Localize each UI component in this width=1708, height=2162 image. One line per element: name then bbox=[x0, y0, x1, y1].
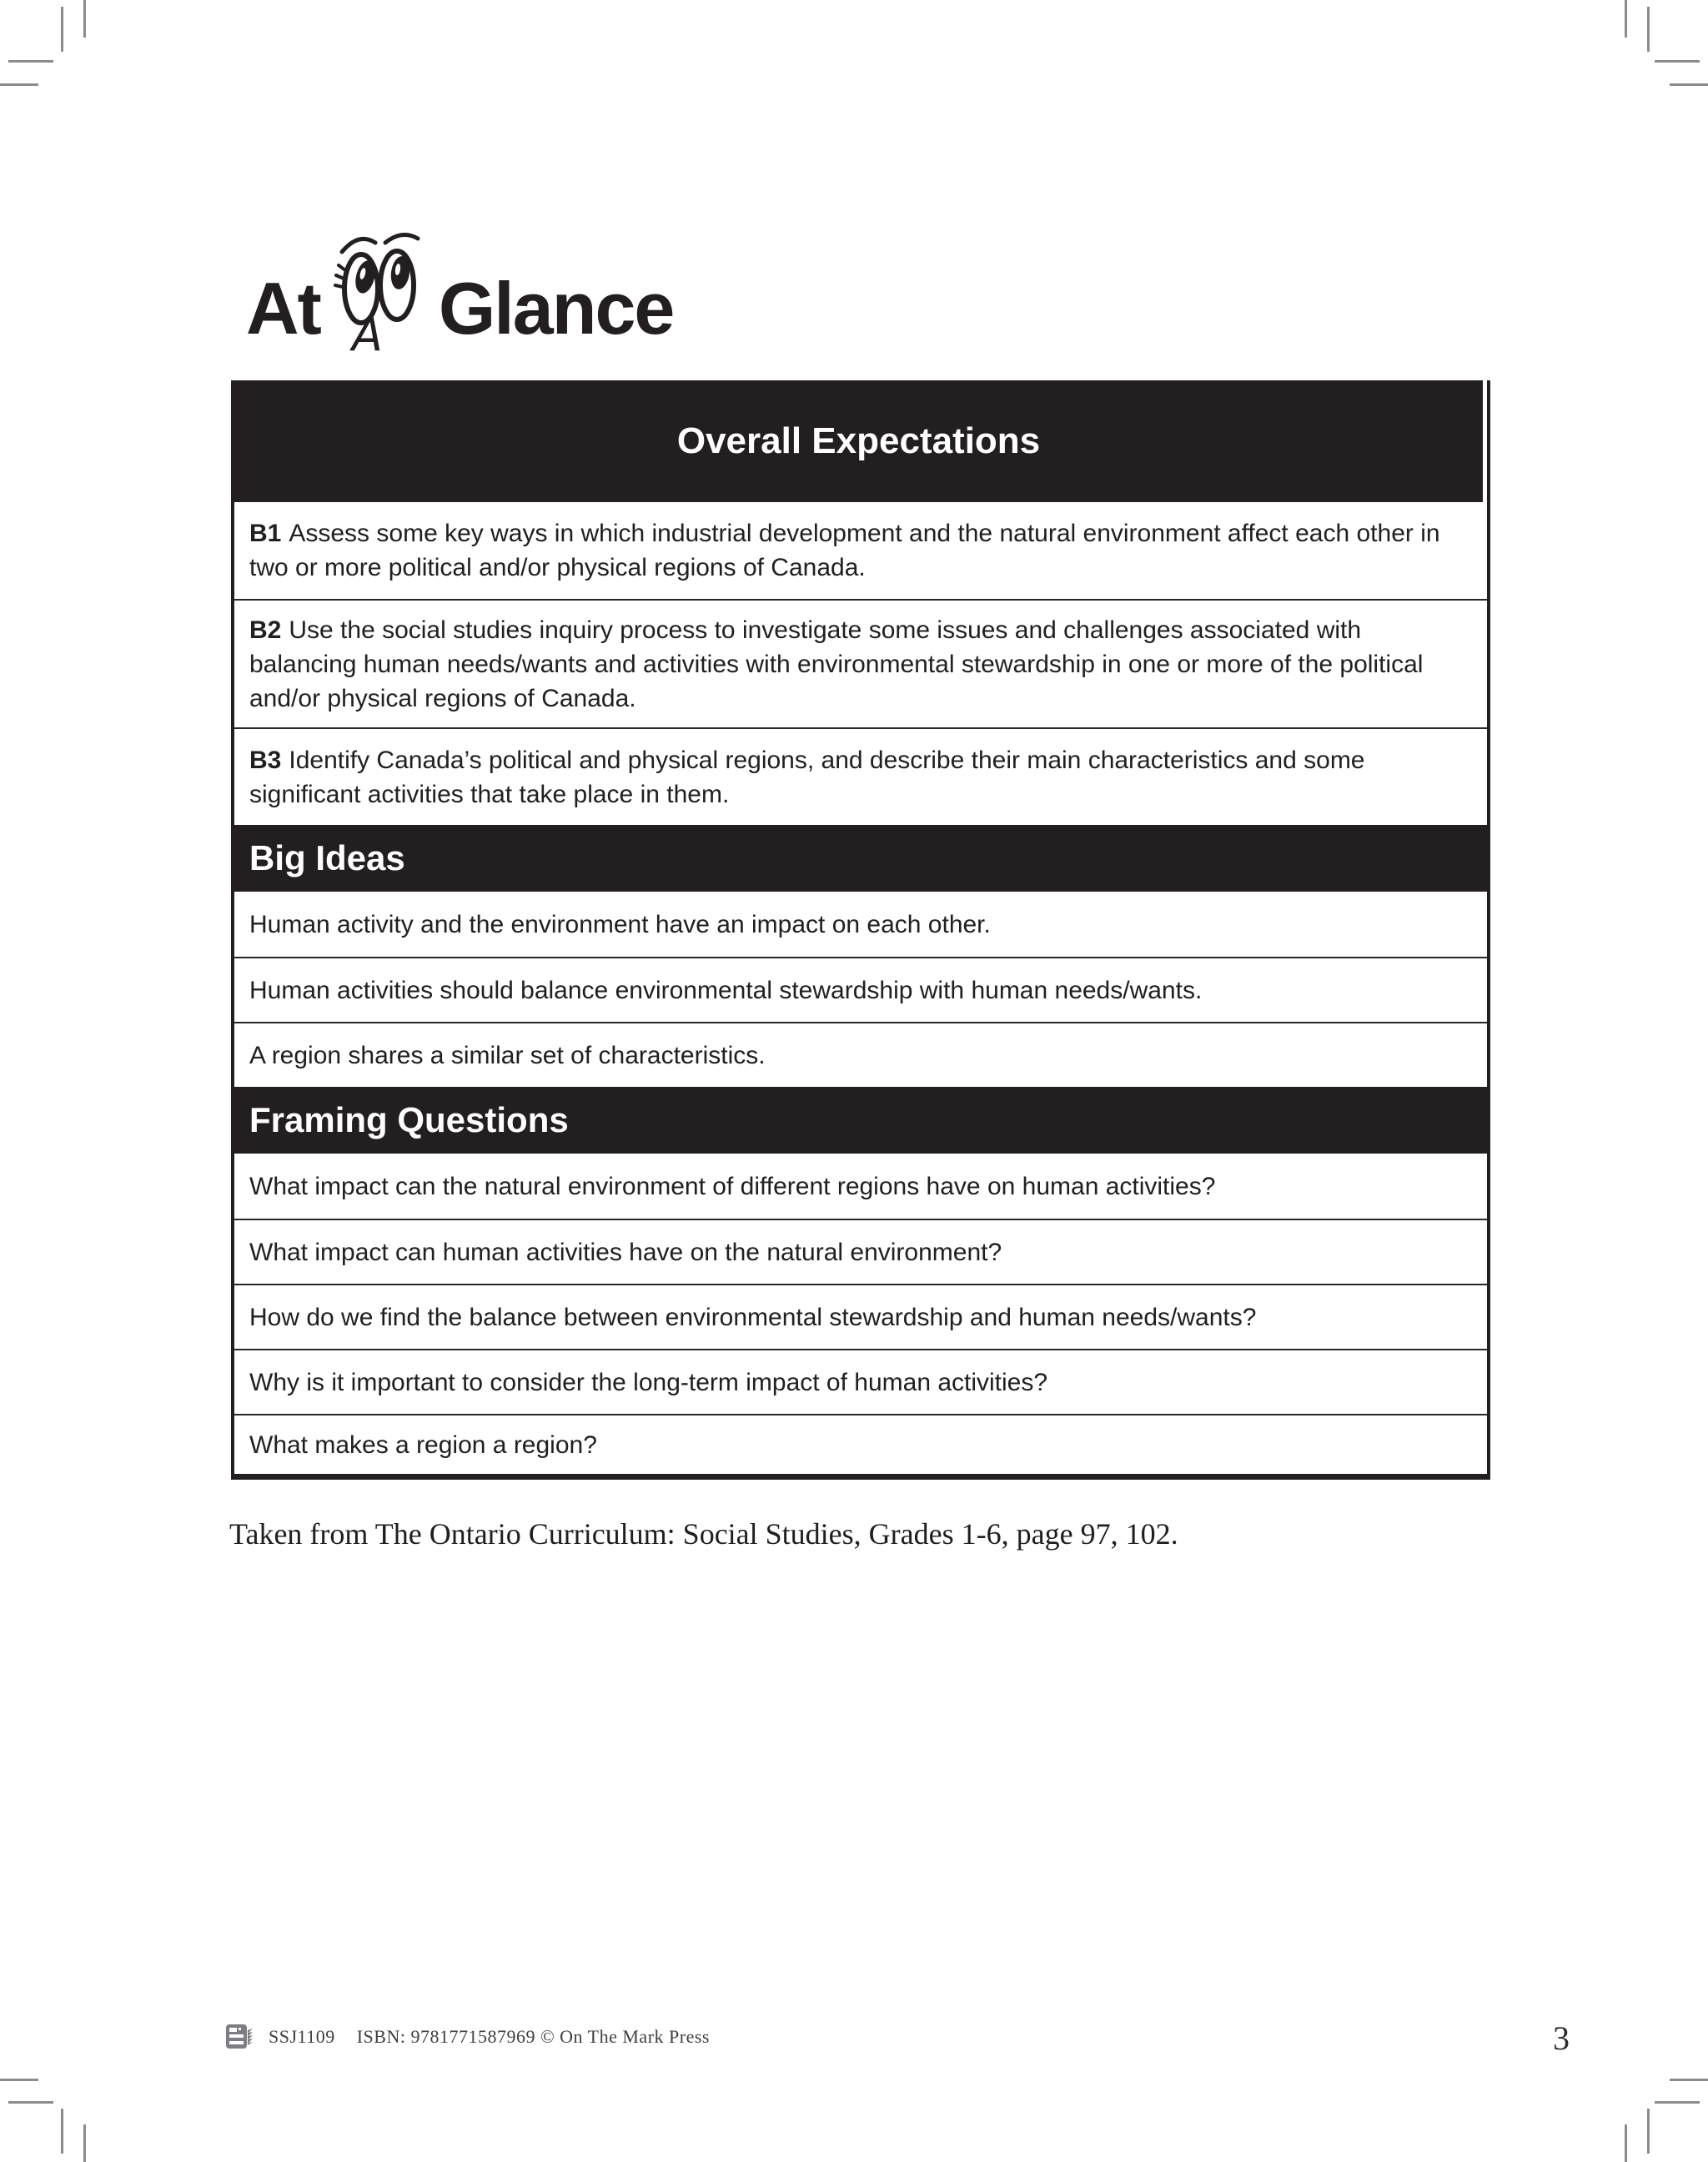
section-header-big-ideas: Big Ideas bbox=[234, 825, 1487, 892]
expectation-text: Assess some key ways in which industrial development and the natural environment affect each other in two or more political and/or physical regions of Canada. bbox=[249, 520, 1440, 581]
framing-question-row: What makes a region a region? bbox=[234, 1414, 1487, 1474]
crop-mark bbox=[1647, 7, 1650, 52]
crop-mark bbox=[0, 2079, 38, 2081]
expectation-row-b1 bbox=[234, 502, 1487, 599]
logo-letter-a: A bbox=[351, 309, 383, 355]
expectation-row-b2 bbox=[234, 599, 1487, 727]
crop-mark bbox=[61, 2109, 63, 2154]
table-header-overall-expectations: Overall Expectations bbox=[234, 380, 1483, 502]
page-footer bbox=[225, 2023, 710, 2051]
expectation-code: B3 bbox=[249, 746, 282, 774]
big-idea-row: Human activity and the environment have an impact on each other. bbox=[249, 910, 991, 938]
at-a-glance-logo bbox=[246, 210, 674, 355]
press-logo-icon bbox=[225, 2023, 254, 2051]
isbn-copyright: ISBN: 9781771587969 © On The Mark Press bbox=[356, 2026, 710, 2047]
framing-question-row: What impact can human activities have on the natural environment? bbox=[234, 1219, 1487, 1284]
expectation-code: B2 bbox=[249, 616, 282, 644]
crop-mark bbox=[8, 60, 53, 63]
expectation-text: Identify Canada’s political and physical regions, and describe their main characteristics and some significant activities that take place in them. bbox=[249, 746, 1365, 808]
page-number: 3 bbox=[1553, 2019, 1570, 2057]
crop-mark bbox=[1670, 83, 1708, 86]
crop-mark bbox=[8, 2101, 53, 2104]
crop-mark bbox=[1625, 2124, 1627, 2162]
source-citation: Taken from The Ontario Curriculum: Social Studies, Grades 1-6, page 97, 102. bbox=[229, 1517, 1178, 1551]
product-code: SSJ1109 bbox=[269, 2026, 335, 2047]
overall-expectations-table bbox=[231, 380, 1490, 1480]
crop-mark bbox=[1625, 0, 1627, 38]
logo-word-glance: Glance bbox=[438, 267, 674, 349]
googly-eyes-icon bbox=[334, 229, 427, 355]
crop-mark bbox=[83, 0, 86, 38]
expectation-code: B1 bbox=[249, 520, 282, 547]
expectation-text: Use the social studies inquiry process to investigate some issues and challenges associated with balancing human needs/wants and activities with environmental stewardship in one or more of the political and/or physical regions of Canada. bbox=[249, 616, 1424, 712]
crop-mark bbox=[1670, 2079, 1708, 2081]
crop-mark bbox=[0, 83, 38, 86]
framing-question-row: What impact can the natural environment of different regions have on human activities? bbox=[249, 1172, 1216, 1200]
footer-text bbox=[269, 2026, 710, 2048]
section-header-framing-questions: Framing Questions bbox=[234, 1087, 1487, 1154]
framing-question-row: How do we find the balance between environmental stewardship and human needs/wants? bbox=[234, 1284, 1487, 1349]
crop-mark bbox=[1647, 2109, 1650, 2154]
logo-word-at: At bbox=[246, 267, 320, 349]
big-idea-row: Human activities should balance environmental stewardship with human needs/wants. bbox=[234, 957, 1487, 1022]
crop-mark bbox=[1655, 2101, 1700, 2104]
big-idea-row: A region shares a similar set of characteristics. bbox=[234, 1022, 1487, 1087]
framing-question-row: Why is it important to consider the long-term impact of human activities? bbox=[234, 1349, 1487, 1414]
crop-mark bbox=[61, 7, 63, 52]
expectation-row-b3 bbox=[234, 727, 1487, 825]
crop-mark bbox=[83, 2124, 86, 2162]
crop-mark bbox=[1655, 60, 1700, 63]
